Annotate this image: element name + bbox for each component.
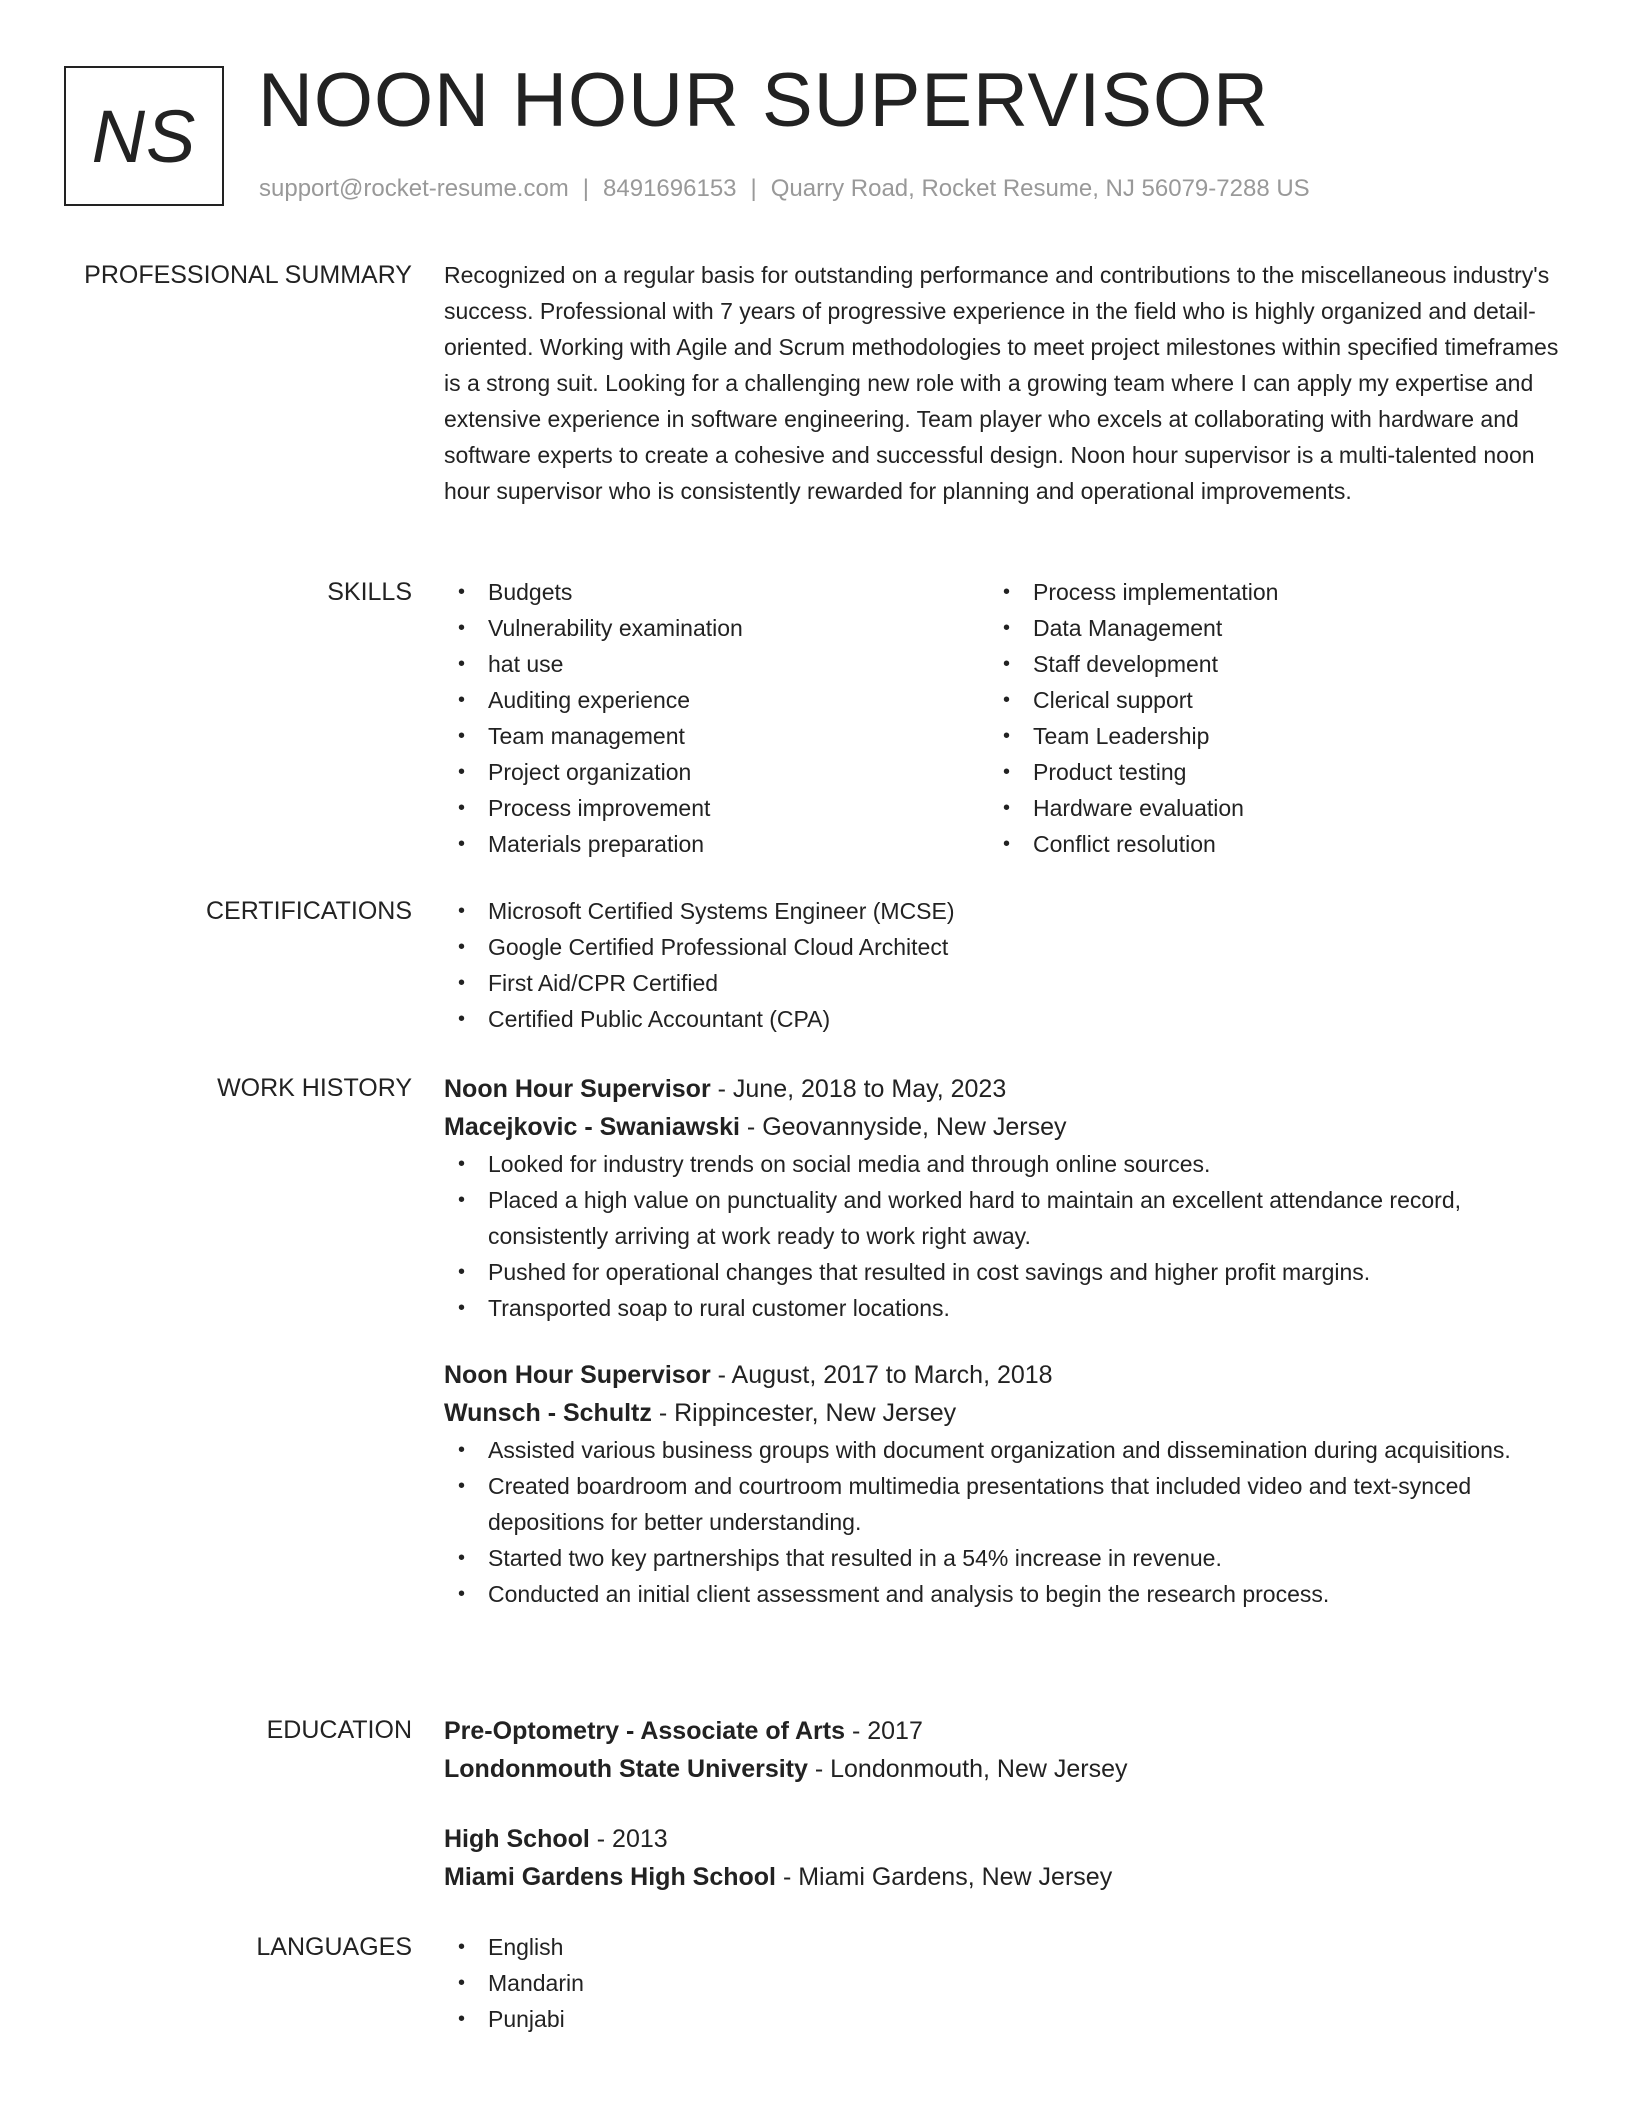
degree-year: - 2017	[845, 1717, 923, 1745]
education-entry	[444, 1820, 1560, 1896]
degree-name: Pre-Optometry - Associate of Arts	[444, 1717, 846, 1745]
skill-item: • Product testing	[989, 754, 1534, 790]
contact-email: support@rocket-resume.com	[259, 175, 569, 202]
skill-item: • Budgets	[444, 574, 989, 610]
job-entry	[444, 1356, 1560, 1612]
job-company: Macejkovic - Swaniawski	[444, 1113, 740, 1141]
job-duty: • Conducted an initial client assessment and analysis to begin the research process.	[444, 1576, 1560, 1612]
skill-item: • Hardware evaluation	[989, 790, 1534, 826]
school-line	[444, 1750, 1560, 1788]
contact-phone: 8491696153	[603, 175, 737, 202]
job-dates: - June, 2018 to May, 2023	[710, 1075, 1007, 1103]
job-duty: • Assisted various business groups with document organization and dissemination during acquisitions.	[444, 1432, 1560, 1468]
monogram-initials: NS	[91, 94, 197, 178]
job-duty: • Created boardroom and courtroom multimedia presentations that included video and text-synced depositions for better understanding.	[444, 1468, 1560, 1540]
skills-heading: SKILLS	[327, 578, 412, 606]
languages-heading: LANGUAGES	[256, 1933, 412, 1961]
job-duty: • Transported soap to rural customer locations.	[444, 1290, 1560, 1326]
resume-name: NOON HOUR SUPERVISOR	[258, 58, 1269, 143]
job-title-line	[444, 1356, 1560, 1394]
skill-item: • Staff development	[989, 646, 1534, 682]
contact-line	[259, 172, 1310, 206]
skills-list-right	[989, 574, 1534, 862]
skill-item: • Team Leadership	[989, 718, 1534, 754]
job-role: Noon Hour Supervisor	[444, 1361, 711, 1389]
skills-list-left	[444, 574, 989, 862]
contact-separator: |	[750, 175, 757, 202]
education-heading: EDUCATION	[266, 1716, 412, 1744]
summary-text: Recognized on a regular basis for outstanding performance and contributions to the miscellaneous industry's success. Professional with 7 years of progressive experience in the field who is highly organized and detail-oriented. Working with Agile and Scrum methodologies to meet project milestones within specified timeframes is a strong suit. Looking for a challenging new role with a growing team where I can apply my expertise and extensive experience in software engineering. Team player who excels at collaborating with hardware and software experts to create a cohesive and successful design. Noon hour supervisor is a multi-talented noon hour supervisor who is consistently rewarded for planning and operational improvements.	[444, 262, 1559, 504]
language-item: • English	[444, 1929, 1560, 1965]
degree-name: High School	[444, 1825, 590, 1853]
summary-heading: PROFESSIONAL SUMMARY	[84, 261, 412, 289]
school-line	[444, 1858, 1560, 1896]
job-role: Noon Hour Supervisor	[444, 1075, 711, 1103]
skill-item: • Materials preparation	[444, 826, 989, 862]
contact-separator: |	[582, 175, 590, 202]
job-duty: • Started two key partnerships that resulted in a 54% increase in revenue.	[444, 1540, 1560, 1576]
job-duties-list	[444, 1432, 1560, 1612]
certifications-list	[444, 893, 1560, 1037]
certification-item: • First Aid/CPR Certified	[444, 965, 1560, 1001]
skill-item: • Auditing experience	[444, 682, 989, 718]
education-entry	[444, 1712, 1560, 1788]
job-location: - Rippincester, New Jersey	[651, 1399, 957, 1427]
work-history-heading: WORK HISTORY	[217, 1074, 412, 1102]
skill-item: • Team management	[444, 718, 989, 754]
job-duty: • Looked for industry trends on social media and through online sources.	[444, 1146, 1560, 1182]
school-location: - Londonmouth, New Jersey	[807, 1755, 1128, 1783]
certification-item: • Certified Public Accountant (CPA)	[444, 1001, 1560, 1037]
skill-item: • Vulnerability examination	[444, 610, 989, 646]
skill-item: • Conflict resolution	[989, 826, 1534, 862]
skill-item: • Process implementation	[989, 574, 1534, 610]
job-company: Wunsch - Schultz	[444, 1399, 652, 1427]
job-location: - Geovannyside, New Jersey	[739, 1113, 1067, 1141]
monogram-box	[64, 66, 224, 206]
job-duty: • Placed a high value on punctuality and worked hard to maintain an excellent attendance record, consistently arriving at work ready to work right away.	[444, 1182, 1560, 1254]
school-name: Londonmouth State University	[444, 1755, 808, 1783]
skill-item: • hat use	[444, 646, 989, 682]
job-entry	[444, 1070, 1560, 1326]
certifications-heading: CERTIFICATIONS	[205, 897, 412, 925]
certification-item: • Microsoft Certified Systems Engineer (MCSE)	[444, 893, 1560, 929]
job-company-line	[444, 1394, 1560, 1432]
degree-year: - 2013	[589, 1825, 668, 1853]
language-item: • Punjabi	[444, 2001, 1560, 2037]
skill-item: • Project organization	[444, 754, 989, 790]
skill-item: • Clerical support	[989, 682, 1534, 718]
certification-item: • Google Certified Professional Cloud Architect	[444, 929, 1560, 965]
skill-item: • Process improvement	[444, 790, 989, 826]
job-company-line	[444, 1108, 1560, 1146]
job-duty: • Pushed for operational changes that resulted in cost savings and higher profit margins.	[444, 1254, 1560, 1290]
skill-item: • Data Management	[989, 610, 1534, 646]
degree-line	[444, 1820, 1560, 1858]
job-duties-list	[444, 1146, 1560, 1326]
languages-list	[444, 1929, 1560, 2037]
contact-address: Quarry Road, Rocket Resume, NJ 56079-7288 US	[770, 175, 1310, 202]
job-dates: - August, 2017 to March, 2018	[710, 1361, 1053, 1389]
language-item: • Mandarin	[444, 1965, 1560, 2001]
school-name: Miami Gardens High School	[444, 1863, 776, 1891]
degree-line	[444, 1712, 1560, 1750]
school-location: - Miami Gardens, New Jersey	[776, 1863, 1113, 1891]
job-title-line	[444, 1070, 1560, 1108]
